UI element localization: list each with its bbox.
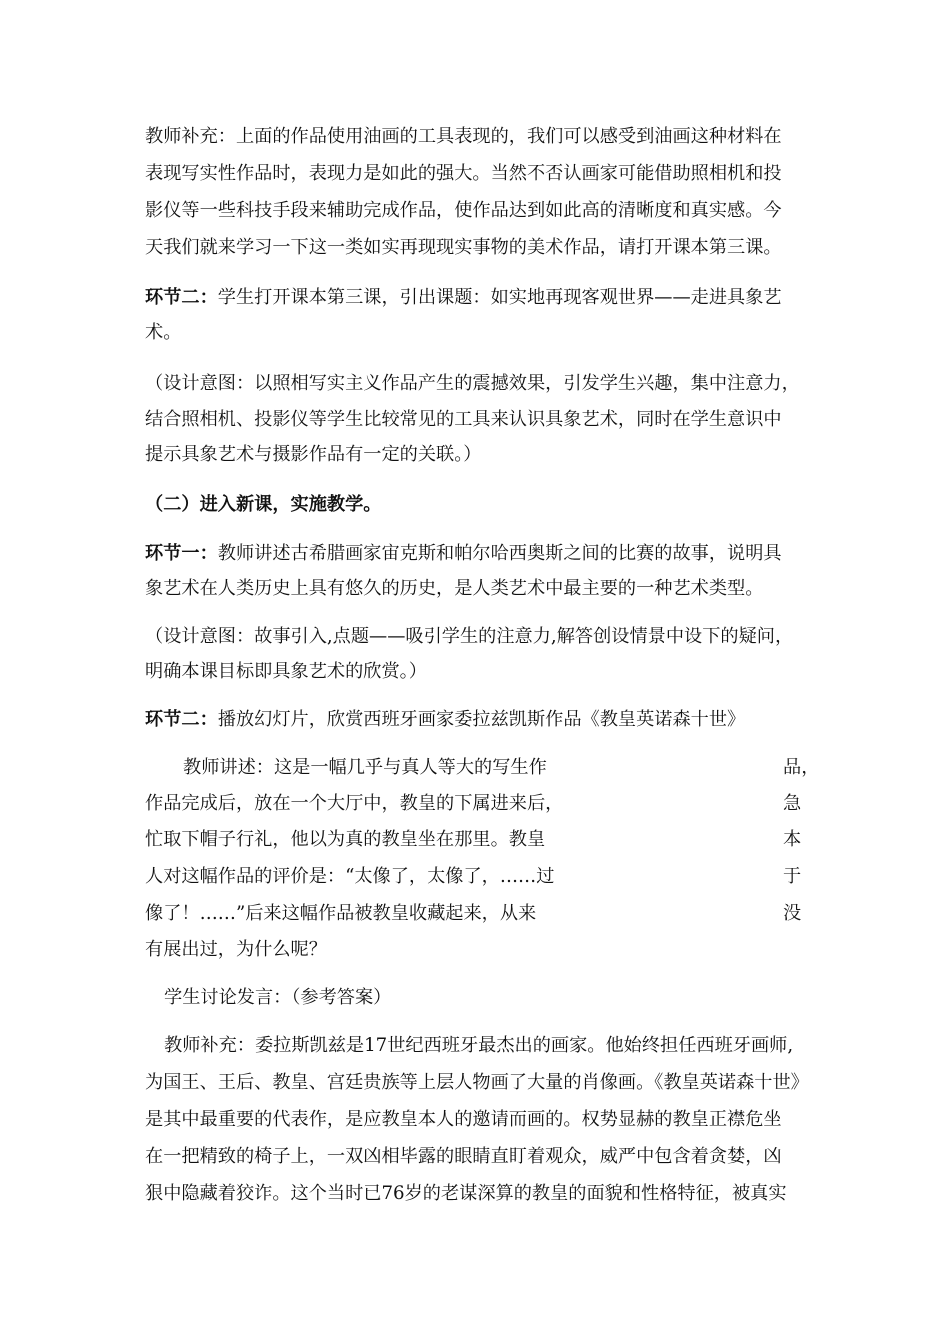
p8-line-3-right: 本 xyxy=(783,829,802,850)
p7-line-1 xyxy=(145,711,745,729)
p2-line-2: 术。 xyxy=(145,322,182,343)
p8-line-5-right: 没 xyxy=(783,903,802,924)
p1-line-2: 表现写实性作品时，表现力是如此的强大。当然不否认画家可能借助照相机和投 xyxy=(145,163,782,184)
p2-label: 环节二： xyxy=(145,287,218,308)
p5-line-1 xyxy=(145,545,782,563)
p3-line-2: 结合照相机、投影仪等学生比较常见的工具来认识具象艺术，同时在学生意识中 xyxy=(145,409,782,430)
p10-line-1: 教师补充：委拉斯凯兹是17世纪西班牙最杰出的画家。他始终担任西班牙画师, xyxy=(164,1035,794,1056)
p8-line-3: 忙取下帽子行礼，他以为真的教皇坐在那里。教皇 xyxy=(145,829,546,850)
p7-label: 环节二： xyxy=(145,709,218,730)
p10-line-2: 为国王、王后、教皇、宫廷贵族等上层人物画了大量的肖像画。《教皇英诺森十世》 xyxy=(145,1072,809,1093)
p6-line-2: 明确本课目标即具象艺术的欣赏。） xyxy=(145,661,427,682)
p3-line-1: （设计意图：以照相写实主义作品产生的震撼效果，引发学生兴趣，集中注意力， xyxy=(145,373,800,394)
p7-text: 播放幻灯片，欣赏西班牙画家委拉兹凯斯作品《教皇英诺森十世》 xyxy=(217,709,746,730)
p3-line-3: 提示具象艺术与摄影作品有一定的关联。） xyxy=(145,444,482,465)
p8-line-4-right: 于 xyxy=(783,866,802,887)
p2-text: 学生打开课本第三课，引出课题：如实地再现客观世界——走进具象艺 xyxy=(217,287,782,308)
p5-line-2: 象艺术在人类历史上具有悠久的历史，是人类艺术中最主要的一种艺术类型。 xyxy=(145,578,764,599)
section-heading: （二）进入新课，实施教学。 xyxy=(145,494,382,515)
p10-line-5: 狠中隐藏着狡诈。这个当时已76岁的老谋深算的教皇的面貌和性格特征，被真实 xyxy=(145,1183,787,1204)
p8-line-2: 作品完成后，放在一个大厅中，教皇的下属进来后， xyxy=(145,793,564,814)
p1-line-1: 教师补充：上面的作品使用油画的工具表现的，我们可以感受到油画这种材料在 xyxy=(145,126,782,147)
p8-line-2-right: 急 xyxy=(783,793,802,814)
p1-line-3: 影仪等一些科技手段来辅助完成作品，使作品达到如此高的清晰度和真实感。今 xyxy=(145,200,782,221)
p5-text: 教师讲述古希腊画家宙克斯和帕尔哈西奥斯之间的比赛的故事，说明具 xyxy=(217,543,782,564)
p1-line-4: 天我们就来学习一下这一类如实再现现实事物的美术作品，请打开课本第三课。 xyxy=(145,237,782,258)
p10-line-3: 是其中最重要的代表作，是应教皇本人的邀请而画的。权势显赫的教皇正襟危坐 xyxy=(145,1109,782,1130)
p8-line-1: 教师讲述：这是一幅几乎与真人等大的写生作 xyxy=(183,757,547,778)
p10-line-4: 在一把精致的椅子上，一双凶相毕露的眼睛直盯着观众，威严中包含着贪婪，凶 xyxy=(145,1146,782,1167)
p8-line-1-right: 品， xyxy=(783,757,820,778)
p8-line-5: 像了！……”后来这幅作品被教皇收藏起来，从来 xyxy=(145,903,537,924)
p8-line-6: 有展出过，为什么呢？ xyxy=(145,939,327,960)
p8-line-4: 人对这幅作品的评价是：“太像了，太像了，……过 xyxy=(145,866,555,887)
p2-line-1 xyxy=(145,289,782,307)
p9-line-1: 学生讨论发言：（参考答案） xyxy=(164,987,392,1008)
p5-label: 环节一： xyxy=(145,543,218,564)
p6-line-1: （设计意图：故事引入,点题——吸引学生的注意力,解答创设情景中设下的疑问， xyxy=(145,626,794,647)
